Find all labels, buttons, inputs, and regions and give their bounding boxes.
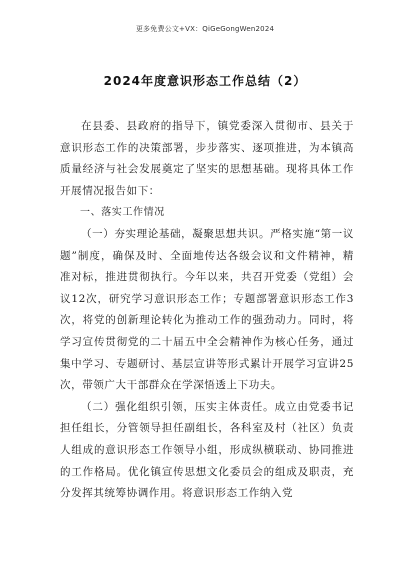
body-paragraph-1: （一）夯实理论基础，凝聚思想共识。严格实施“第一议题”制度，确保及时、全面地传达各级会议和文件精神，精准对标，推进贯彻执行。今年以来，共召开党委（党组）会议12次，研究学习意识形态工作；专题部署意识形态工作3次，将党的创新理论转化为推动工作的强劲动力。同时，将学习宣传贯彻党的二十届五中全会精神作为核心任务，通过集中学习、专题研讨、基层宣讲等形式累计开展学习宣讲25次，带领广大干部群众在学深悟透上下功夫。 (60, 227, 354, 392)
intro-paragraph: 在县委、县政府的指导下，镇党委深入贯彻市、县关于意识形态工作的决策部署，步步落实、逐项推进，为本镇高质量经济与社会发展奠定了坚实的思想基础。现将具体工作开展情况报告如下： (60, 120, 354, 197)
section-heading: 一、落实工作情况 (80, 207, 165, 219)
header-note: 更多免费公文+VX：QiGeGongWen2024 (135, 25, 275, 33)
document-title: 2024年度意识形态工作总结（2） (103, 74, 307, 88)
document-body (60, 116, 354, 505)
body-paragraph-2: （二）强化组织引领，压实主体责任。成立由党委书记担任组长，分管领导担任副组长，各科室及村（社区）负责人组成的意识形态工作领导小组，形成纵横联动、协同推进的工作格局。优化镇宣传思想文化委员会的组成及职责，充分发挥其统筹协调作用。将意识形态工作纳入党 (60, 400, 354, 500)
